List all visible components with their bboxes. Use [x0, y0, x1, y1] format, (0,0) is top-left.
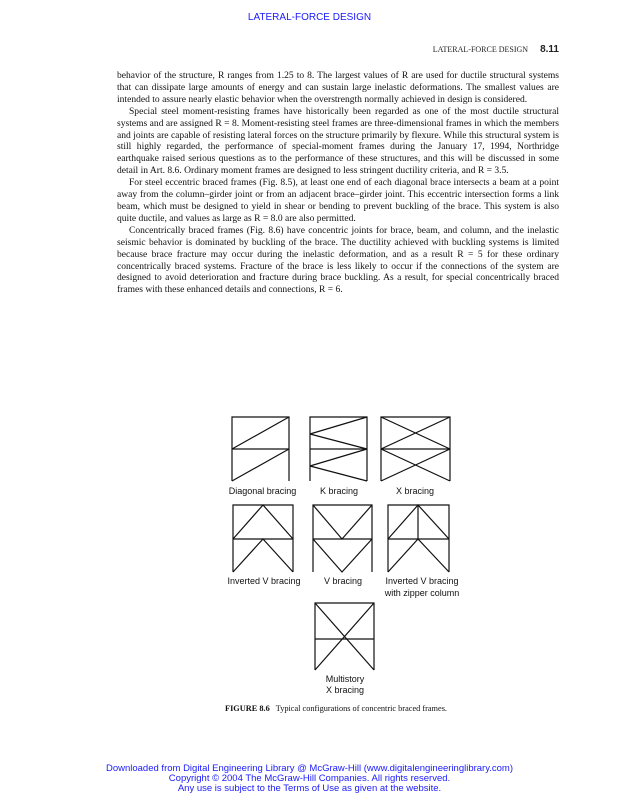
multistory-x-bracing-diagram — [315, 603, 374, 670]
running-head-section: LATERAL-FORCE DESIGN — [432, 45, 529, 54]
chapter-banner[interactable]: LATERAL-FORCE DESIGN — [247, 12, 372, 23]
label-inverted-v-bracing: Inverted V bracing — [227, 576, 301, 586]
x-bracing-diagram — [381, 417, 450, 481]
label-multistory-line-1: Multistory — [325, 674, 365, 684]
footer-terms-link[interactable]: Any use is subject to the Terms of Use as given at the website. — [177, 783, 442, 794]
figure-caption-label: FIGURE 8.6 — [225, 704, 270, 713]
page-number: 8.11 — [540, 44, 559, 55]
paragraph: Concentrically braced frames (Fig. 8.6) have concentric joints for brace, beam, and column, and the inelastic seismic behavior is dominated by buckling of the brace. The ductility achieved with buckling systems is limited because brace fracture may occur during the inelastic deformation, and as a result R = 5 for these ordinary concentrically braced systems. Fracture of the brace is less likely to occur if the connections of the system are designed to avoid deterioration and fracture during brace buckling. As a result, for special concentrically braced frames with these enhanced details and connections, R = 6. — [117, 224, 559, 296]
inverted-v-bracing-diagram — [233, 505, 293, 572]
label-v-bracing: V bracing — [323, 576, 363, 586]
paragraph: behavior of the structure, R ranges from 1.25 to 8. The largest values of R are used for ductile structural systems that can dissipate large amounts of energy and can sustain large inelastic deformations. The smallest values are intended to assure nearly elastic behavior when the overstrength normally achieved in design is considered. — [117, 70, 559, 105]
footer-copyright[interactable]: Copyright © 2004 The McGraw-Hill Companies. All rights reserved. — [168, 773, 451, 784]
diagonal-bracing-diagram — [232, 417, 289, 481]
label-x-bracing: X bracing — [395, 486, 435, 496]
label-zipper-line-2: with zipper column — [384, 588, 460, 598]
k-bracing-diagram — [310, 417, 367, 481]
label-multistory-line-2: X bracing — [325, 685, 365, 695]
figure-caption — [225, 703, 463, 714]
paragraph: For steel eccentric braced frames (Fig. 8.5), at least one end of each diagonal brace intersects a beam at a point away from the column–girder joint or from an adjacent brace–girder joint. This eccentric intersection forms a link beam, which must be designed to yield in shear or bending to prevent buckling of the brace. This system is also quite ductile, and values as large as R = 8.0 are also permitted. — [117, 177, 559, 224]
label-diagonal-bracing: Diagonal bracing — [228, 486, 297, 496]
footer-download-link[interactable]: Downloaded from Digital Engineering Library @ McGraw-Hill (www.digitalengineeringlibrary.com) — [105, 763, 514, 774]
label-zipper-line-1: Inverted V bracing — [385, 576, 459, 586]
figure-caption-text: Typical configurations of concentric braced frames. — [275, 704, 447, 713]
paragraph: Special steel moment-resisting frames have historically been regarded as one of the most ductile structural systems and are assigned R = 8. Moment-resisting steel frames are three-dimensional frames in which the members and joints are capable of resisting lateral forces on the structure primarily by flexure. While this structural system is still highly regarded, the performance of special-moment frames during the January 17, 1994, Northridge earthquake raised serious questions as to the performance of these structures, and this will be discussed in some detail in Art. 8.6. Ordinary moment frames are designed to less stringent ductility criteria, and R = 3.5. — [117, 105, 559, 177]
footer — [0, 764, 619, 794]
v-bracing-diagram — [313, 505, 372, 572]
zipper-column-bracing-diagram — [388, 505, 449, 572]
label-k-bracing: K bracing — [319, 486, 359, 496]
